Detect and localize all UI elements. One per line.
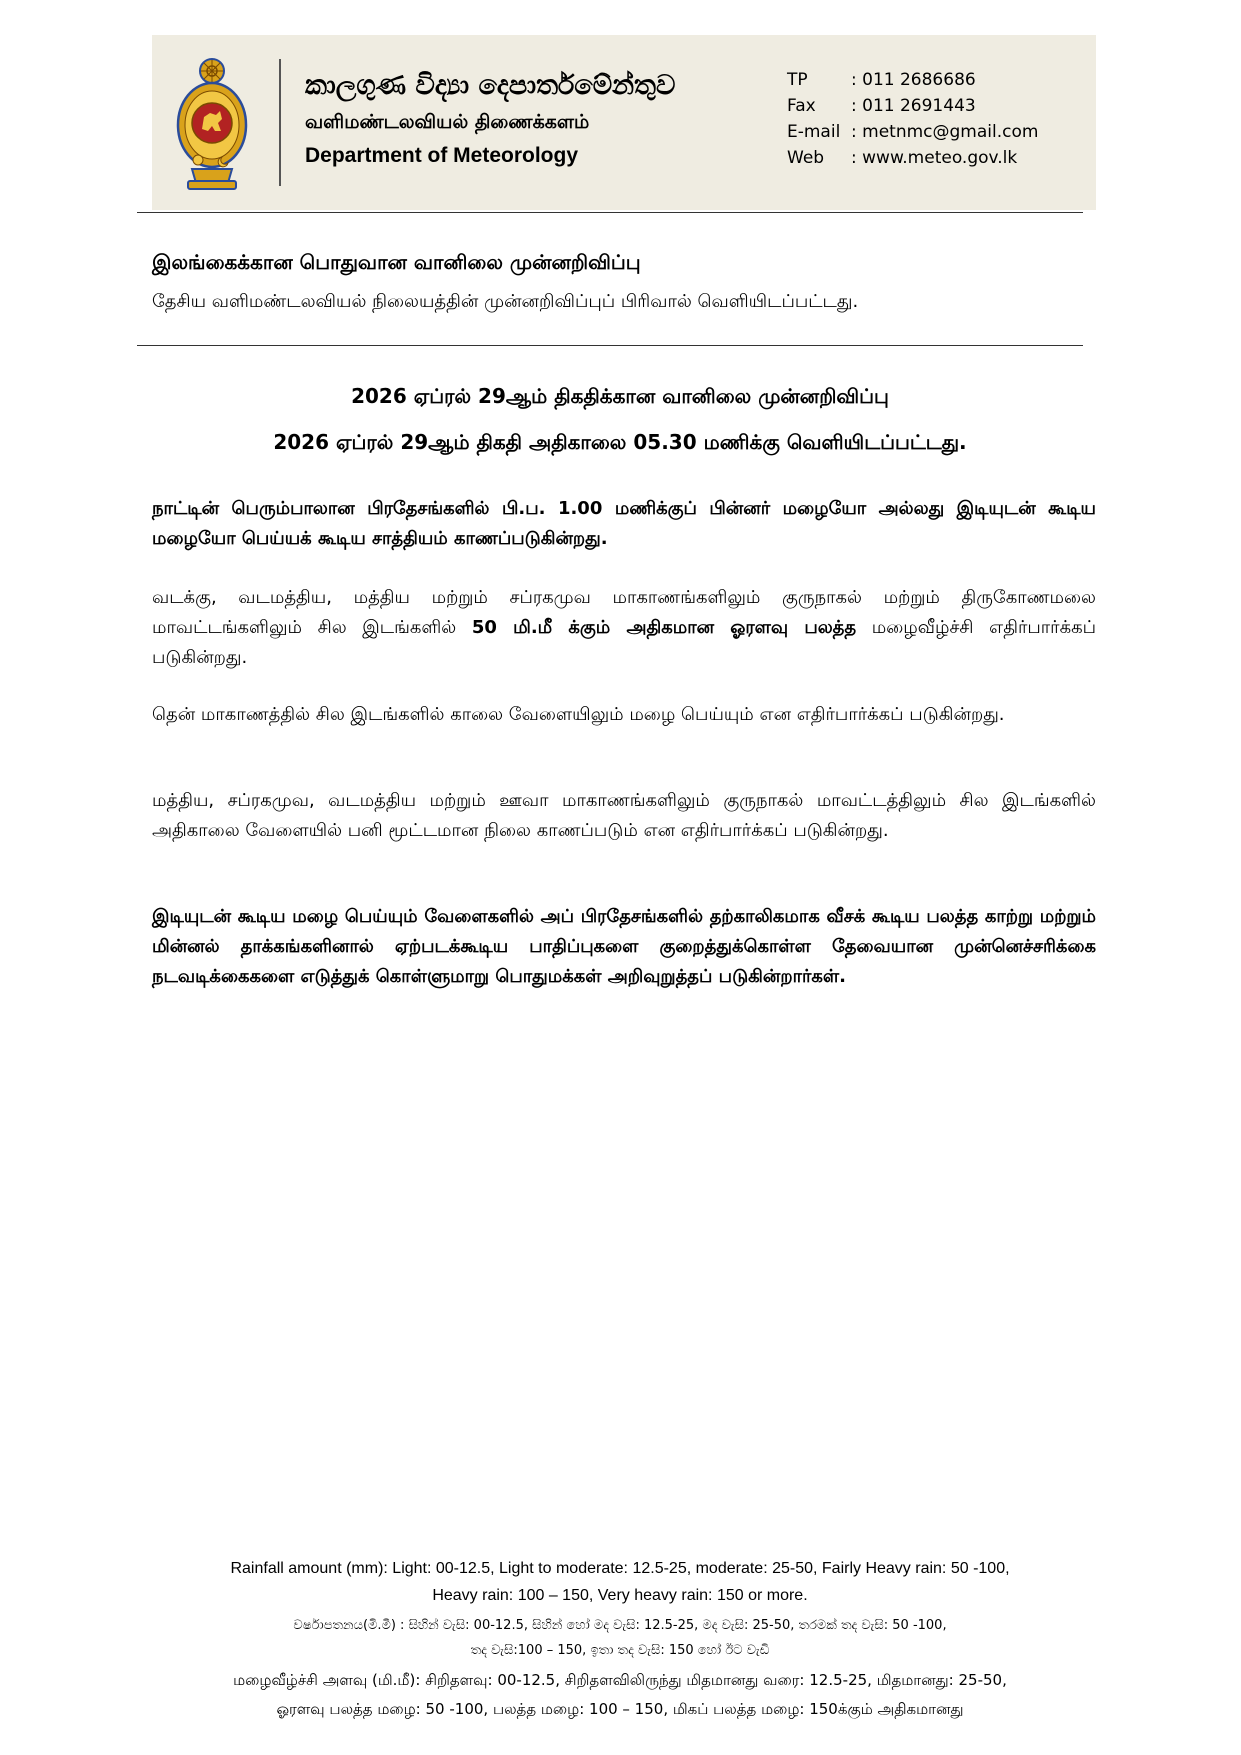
- paragraph-afternoon-showers: நாட்டின் பெரும்பாலான பிரதேசங்களில் பி.ப. 1.00 மணிக்குப் பின்னர் மழையோ அல்லது இடியுடன் கூடிய மழையோ பெய்யக் கூடிய சாத்தியம் காணப்படுகின்றது.: [152, 498, 1096, 549]
- paragraph-southern-morning-rain: தென் மாகாணத்தில் சில இடங்களில் காலை வேளையிலும் மழை பெய்யும் என எதிர்பார்க்கப் படுகின்றது.: [152, 704, 1005, 725]
- letterhead: [152, 35, 1096, 210]
- contact-label: TP: [787, 70, 808, 90]
- contact-label: E-mail: [787, 122, 841, 142]
- title-rule: [137, 345, 1083, 346]
- contact-value: : www.meteo.gov.lk: [851, 148, 1018, 168]
- contact-row-web: [787, 145, 1038, 171]
- footer-tamil-line2: ஓரளவு பலத்த மழை: 50 -100, பலத்த மழை: 100 – 150, மிகப் பலத்த மழை: 150க்கும் அதிகமானது: [276, 1700, 964, 1718]
- contact-row-tp: [787, 67, 1038, 93]
- text-span: வடக்கு, வடமத்திய, மத்திய மற்றும் சப்ரகமுவ மாகாணங்களிலும் குருநாகல் மற்றும் திருகோணமலை மாவட்டங்களிலும் சில இடங்களில்: [152, 587, 1096, 638]
- header-rule: [137, 212, 1083, 213]
- contact-value: : 011 2686686: [851, 70, 976, 90]
- rainfall-amount-highlight: 50 மி.மீ க்கும் அதிகமான ஓரளவு பலத்த: [471, 617, 857, 638]
- footer-sinhala-line2: තද වැසි:100 – 150, ඉතා තද වැසි: 150 හෝ ඊට වැඩි: [470, 1643, 770, 1658]
- header-divider: [279, 59, 281, 186]
- contact-row-email: [787, 119, 1038, 145]
- text-span: மழைவீழ்ச்சி எதிர்பார்க்கப் படுகின்றது.: [152, 617, 1096, 668]
- contact-label: Web: [787, 148, 825, 168]
- organization-names: [305, 69, 675, 171]
- footer-english-line2: Heavy rain: 100 – 150, Very heavy rain: 150 or more.: [432, 1587, 808, 1604]
- paragraph-mist: மத்திய, சப்ரகமுவ, வடமத்திய மற்றும் ஊவா மாகாணங்களிலும் குருநாகல் மாவட்டத்திலும் சில இடங்களில் அதிகாலை வேளையில் பனி மூட்டமான நிலை காணப்படும் என எதிர்பார்க்கப் படுகின்றது.: [152, 790, 1096, 841]
- document-title: இலங்கைக்கான பொதுவான வானிலை முன்னறிவிப்பு: [152, 250, 641, 274]
- forecast-heading: 2026 ஏப்ரல் 29ஆம் திகதிக்கான வானிலை முன்னறிவிப்பு: [351, 384, 889, 408]
- contact-row-fax: [787, 93, 1038, 119]
- issued-line: 2026 ஏப்ரல் 29ஆம் திகதி அதிகாலை 05.30 மணிக்கு வெளியிடப்பட்டது.: [273, 430, 967, 454]
- org-name-sinhala: කාලගුණ විද්‍යා දෙපාර්තමේන්තුව: [305, 70, 676, 101]
- paragraph-precautions: இடியுடன் கூடிய மழை பெய்யும் வேளைகளில் அப் பிரதேசங்களில் தற்காலிகமாக வீசக் கூடிய பலத்த காற்று மற்றும் மின்னல் தாக்கங்களினால் ஏற்படக்கூடிய பாதிப்புகளை குறைத்துக்கொள்ள தேவையான முன்னெச்சரிக்கை நடவடிக்கைகளை எடுத்துக் கொள்ளுமாறு பொதுமக்கள் அறிவுறுத்தப் படுகின்றார்கள்.: [152, 906, 1096, 987]
- footer-english-line1: Rainfall amount (mm): Light: 00-12.5, Light to moderate: 12.5-25, moderate: 25-50, Fairly Heavy rain: 50 -100,: [230, 1560, 1010, 1577]
- footer-tamil-line1: மழைவீழ்ச்சி அளவு (மி.மீ): சிறிதளவு: 00-12.5, சிறிதளவிலிருந்து மிதமானது வரை: 12.5-25, மிதமானது: 25-50,: [233, 1671, 1007, 1689]
- contact-block: [787, 67, 1038, 171]
- contact-value: : 011 2691443: [851, 96, 976, 116]
- document-subtitle: தேசிய வளிமண்டலவியல் நிலையத்தின் முன்னறிவிப்புப் பிரிவால் வெளியிடப்பட்டது.: [152, 291, 859, 312]
- org-name-tamil: வளிமண்டலவியல் திணைக்களம்: [305, 111, 590, 133]
- sri-lanka-emblem-icon: [174, 57, 250, 191]
- contact-label: Fax: [787, 96, 816, 116]
- paragraph-heavy-rain: [152, 583, 1096, 673]
- footer-sinhala-line1: වර්ෂාපතනය(මි.මී) : සිහින් වැසි: 00-12.5, සිහින් හෝ මද වැසි: 12.5-25, මද වැසි: 25-50, තරමක් තද වැසි: 50 -100,: [293, 1618, 947, 1633]
- contact-value: : metnmc@gmail.com: [851, 122, 1039, 142]
- org-name-english: Department of Meteorology: [305, 144, 579, 167]
